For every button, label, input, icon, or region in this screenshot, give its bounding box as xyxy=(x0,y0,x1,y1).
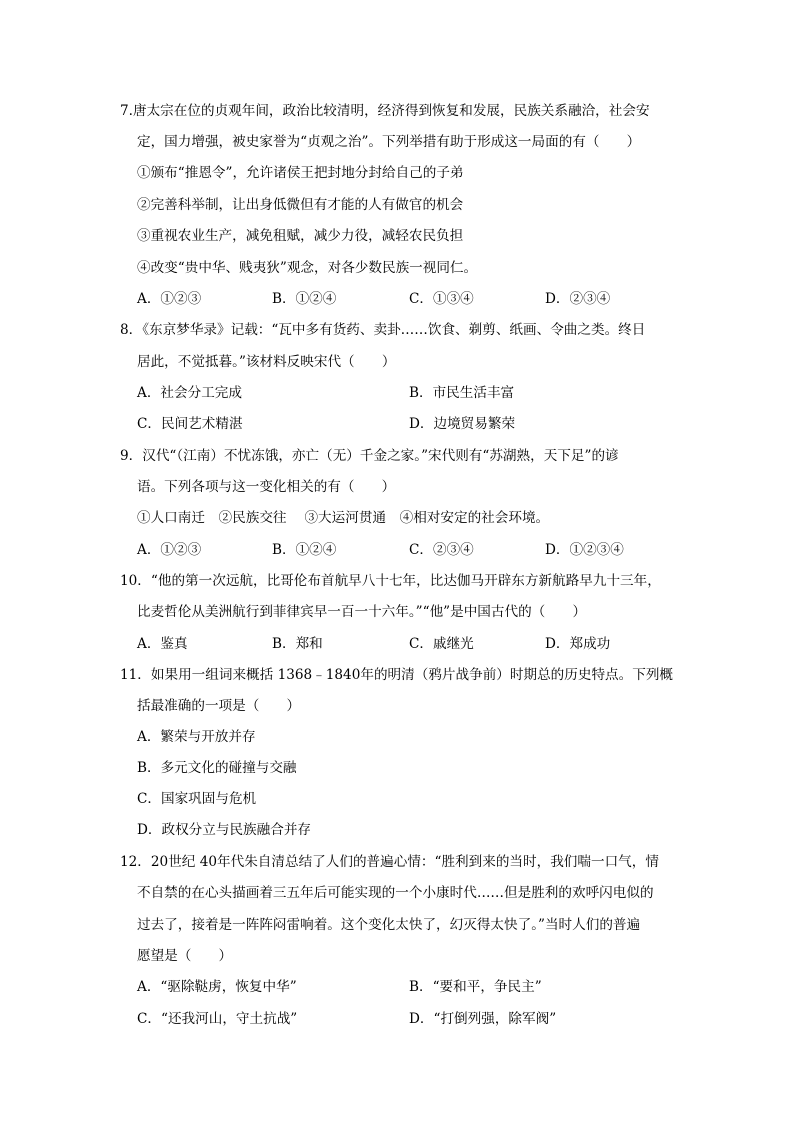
question-11-option-a[interactable]: A．繁荣与开放并存 xyxy=(137,729,256,745)
question-12-option-b[interactable]: B．“要和平，争民主” xyxy=(409,979,542,995)
question-7-stem-1: 唐太宗在位的贞观年间，政治比较清明，经济得到恢复和发展，民族关系融洽，社会安 xyxy=(132,103,650,119)
question-10-option-b[interactable]: B．郑和 xyxy=(272,636,323,652)
question-8-line-1 xyxy=(120,320,645,340)
question-9-stem-2: 语。下列各项与这一变化相关的有（ ） xyxy=(137,479,396,495)
question-8-option-c[interactable]: C．民间艺术精湛 xyxy=(137,416,243,432)
question-11-option-d[interactable]: D．政权分立与民族融合并存 xyxy=(137,822,312,838)
question-9-option-a[interactable]: A．①②③ xyxy=(137,542,202,558)
question-7-stem-2: 定，国力增强，被史家誉为“贞观之治”。下列举措有助于形成这一局面的有（ ） xyxy=(137,134,641,150)
question-11-stem-1: 如果用一组词来概括 1368﹣1840年的明清（鸦片战争前）时期总的历史特点。下列概 xyxy=(150,667,674,683)
question-7-line-1 xyxy=(120,101,650,121)
question-11-line-1 xyxy=(120,665,673,685)
question-12-option-a[interactable]: A．“驱除鞑虏，恢复中华” xyxy=(137,979,297,995)
question-12-option-d[interactable]: D．“打倒列强，除军阀” xyxy=(409,1011,557,1027)
question-10-number: 10． xyxy=(120,573,151,589)
question-12-stem-1: 20世纪 40年代朱自清总结了人们的普遍心情：“胜利到来的当时，我们喘一口气，情 xyxy=(150,854,659,870)
question-9-item-1: ①人口南迁 ②民族交往 ③大运河贯通 ④相对安定的社会环境。 xyxy=(137,510,550,526)
question-7-option-b[interactable]: B．①②④ xyxy=(272,291,337,307)
question-8-stem-1: 《东京梦华录》记载：“瓦中多有货药、卖卦……饮食、剃剪、纸画、令曲之类。终日 xyxy=(142,322,646,338)
question-11-stem-2: 括最准确的一项是（ ） xyxy=(137,698,301,714)
question-9-option-b[interactable]: B．①②④ xyxy=(272,542,337,558)
question-9-line-1 xyxy=(120,446,619,466)
question-12-stem-2: 不自禁的在心头描画着三五年后可能实现的一个小康时代……但是胜利的欢呼闪电似的 xyxy=(137,885,654,901)
question-10-stem-1: “他的第一次远航，比哥伦布首航早八十七年，比达伽马开辟东方新航路早九十三年， xyxy=(150,573,661,589)
question-10-option-a[interactable]: A．鉴真 xyxy=(137,636,188,652)
question-9-option-c[interactable]: C．②③④ xyxy=(409,542,474,558)
question-7-number: 7. xyxy=(120,103,133,119)
question-10-option-d[interactable]: D．郑成功 xyxy=(545,636,611,652)
question-9-option-d[interactable]: D．①②③④ xyxy=(545,542,624,558)
question-8-number: 8． xyxy=(120,322,143,338)
question-7-option-c[interactable]: C．①③④ xyxy=(409,291,474,307)
question-12-option-c[interactable]: C．“还我河山，守土抗战” xyxy=(137,1011,298,1027)
question-11-number: 11． xyxy=(120,667,151,683)
question-10-option-c[interactable]: C．戚继光 xyxy=(409,636,474,652)
question-8-stem-2: 居此，不觉抵暮。”该材料反映宋代（ ） xyxy=(137,354,396,370)
question-7-item-3: ③重视农业生产，减免租赋，减少力役，减轻农民负担 xyxy=(137,228,464,244)
question-9-stem-1: 汉代“（江南）不忧冻饿，亦亡（无）千金之家。”宋代则有“苏湖熟，天下足”的谚 xyxy=(142,448,619,464)
question-11-option-c[interactable]: C．国家巩固与危机 xyxy=(137,791,257,807)
question-12-number: 12． xyxy=(120,854,151,870)
question-12-stem-4: 愿望是（ ） xyxy=(137,948,233,964)
question-8-option-a[interactable]: A．社会分工完成 xyxy=(137,385,242,401)
question-7-item-4: ④改变“贵中华、贱夷狄”观念，对各少数民族一视同仁。 xyxy=(137,260,478,276)
question-11-option-b[interactable]: B．多元文化的碰撞与交融 xyxy=(137,760,297,776)
question-9-number: 9． xyxy=(120,448,143,464)
question-7-item-2: ②完善科举制，让出身低微但有才能的人有做官的机会 xyxy=(137,197,464,213)
question-8-option-b[interactable]: B．市民生活丰富 xyxy=(409,385,515,401)
question-7-option-d[interactable]: D．②③④ xyxy=(545,291,611,307)
question-8-option-d[interactable]: D．边境贸易繁荣 xyxy=(409,416,516,432)
question-7-item-1: ①颁布“推恩令”，允许诸侯王把封地分封给自己的子弟 xyxy=(137,165,464,181)
question-10-stem-2: 比麦哲伦从美洲航行到菲律宾早一百一十六年。”“他”是中国古代的（ ） xyxy=(137,604,587,620)
question-7-option-a[interactable]: A．①②③ xyxy=(137,291,202,307)
question-12-line-1 xyxy=(120,852,659,872)
question-10-line-1 xyxy=(120,571,661,591)
question-12-stem-3: 过去了，接着是一阵阵闷雷响着。这个变化太快了，幻灭得太快了。”当时人们的普遍 xyxy=(137,917,641,933)
